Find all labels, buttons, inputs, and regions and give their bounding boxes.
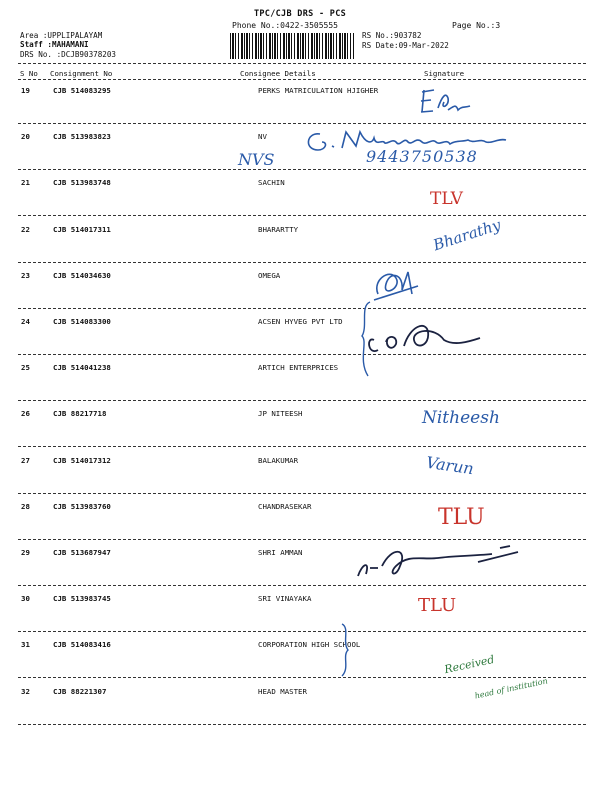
row-divider xyxy=(18,308,586,309)
row-divider xyxy=(18,262,586,263)
row-sno: 20 xyxy=(21,132,30,142)
row-divider xyxy=(18,446,586,447)
rs-number: RS No.:903782 xyxy=(362,31,422,40)
handwriting-tlv-21: TLV xyxy=(430,189,463,209)
column-header-sno: S No xyxy=(20,69,38,78)
row-divider xyxy=(18,585,586,586)
row-consignee: CHANDRASEKAR xyxy=(258,501,312,511)
signature-row-24 xyxy=(364,316,484,360)
signature-row-29 xyxy=(352,540,522,584)
row-consignee: JP NITEESH xyxy=(258,409,303,419)
row-sno: 21 xyxy=(21,178,30,188)
row-consignment-no: CJB 514083416 xyxy=(53,640,111,650)
handwriting-tlv-30: TLU xyxy=(418,595,457,616)
row-consignment-no: CJB 514083295 xyxy=(53,86,111,95)
staff-label: Staff : xyxy=(20,40,53,49)
row-consignment-no: CJB 514041238 xyxy=(53,363,111,373)
table-row xyxy=(0,317,600,363)
row-consignment-no: CJB 513983760 xyxy=(53,501,111,511)
row-divider xyxy=(18,354,586,355)
table-row xyxy=(0,271,600,317)
row-sno: 29 xyxy=(21,548,30,557)
row-sno: 24 xyxy=(21,317,30,326)
document-title: TPC/CJB DRS - PCS xyxy=(253,9,347,19)
area-field: Area :UPPLIPALAYAM xyxy=(20,31,103,40)
row-divider xyxy=(18,631,586,632)
row-sno: 28 xyxy=(21,501,30,511)
barcode xyxy=(230,33,354,59)
handwriting-received: Received xyxy=(443,652,496,677)
row-sno: 27 xyxy=(21,455,30,465)
row-consignee: NV xyxy=(258,132,267,142)
row-consignment-no: CJB 88217718 xyxy=(53,409,107,419)
handwriting-nitheesh: Nitheesh xyxy=(422,408,500,428)
row-divider xyxy=(18,677,586,678)
row-sno: 30 xyxy=(21,594,30,604)
page-number: Page No.:3 xyxy=(452,21,501,30)
handwriting-received-by: head of institution xyxy=(473,676,549,701)
staff-field xyxy=(20,40,89,49)
column-header-consignee: Consignee Details xyxy=(240,69,316,78)
drs-number: DRS No. :DCJB90378203 xyxy=(20,50,117,59)
table-row xyxy=(0,409,600,455)
row-consignee: SRI VINAYAKA xyxy=(258,594,312,604)
handwriting-nvs: NVS xyxy=(238,150,275,169)
row-sno: 32 xyxy=(21,686,30,696)
row-consignment-no: CJB 514034630 xyxy=(53,270,111,280)
row-consignee: ARTICH ENTERPRICES xyxy=(258,363,339,373)
handwriting-bharathy: Bharathy xyxy=(430,215,503,255)
row-consignment-no: CJB 513687947 xyxy=(53,548,111,557)
row-consignee: BALAKUMAR xyxy=(258,455,299,465)
header-divider-top xyxy=(18,63,586,64)
row-divider xyxy=(18,169,586,170)
table-row xyxy=(0,640,600,686)
row-consignment-no: CJB 88221307 xyxy=(53,686,107,696)
signature-row-19 xyxy=(418,86,478,118)
row-sno: 26 xyxy=(21,409,30,419)
rs-date: RS Date:09-Mar-2022 xyxy=(362,41,449,50)
row-sno: 19 xyxy=(21,86,30,95)
table-row xyxy=(0,225,600,271)
row-consignee: OMEGA xyxy=(258,270,281,280)
row-consignment-no: CJB 513983823 xyxy=(53,132,111,142)
row-consignment-no: CJB 514017311 xyxy=(53,224,111,234)
table-row xyxy=(0,456,600,502)
column-header-signature: Signature xyxy=(424,69,465,78)
row-consignee: HEAD MASTER xyxy=(258,686,307,696)
row-sno: 22 xyxy=(21,224,30,234)
row-consignment-no: CJB 514083300 xyxy=(53,317,111,326)
table-row xyxy=(0,687,600,733)
row-divider xyxy=(18,215,586,216)
handwriting-varun: Varun xyxy=(424,452,475,479)
handwriting-phone: 9443750538 xyxy=(366,147,478,166)
row-consignment-no: CJB 513983748 xyxy=(53,178,111,188)
phone-number: Phone No.:0422-3505555 xyxy=(232,21,338,30)
row-consignee: BHARARTTY xyxy=(258,224,299,234)
handwriting-tlv-28: TLU xyxy=(438,505,485,530)
row-divider xyxy=(18,400,586,401)
brace-rows-31-32 xyxy=(336,622,356,678)
row-divider xyxy=(18,493,586,494)
row-consignment-no: CJB 514017312 xyxy=(53,455,111,465)
row-consignee: CORPORATION HIGH SCHOOL xyxy=(258,640,361,650)
staff-name: MAHAMANI xyxy=(52,40,89,49)
row-sno: 31 xyxy=(21,640,30,650)
header-divider-bottom xyxy=(18,79,586,80)
row-divider xyxy=(18,724,586,725)
table-row xyxy=(0,594,600,640)
table-row xyxy=(0,178,600,224)
table-row xyxy=(0,363,600,409)
row-sno: 23 xyxy=(21,270,30,280)
row-consignee: PERKS MATRICULATION HJIGHER xyxy=(258,86,379,95)
row-consignee: SHRI AMMAN xyxy=(258,548,303,557)
row-consignee: SACHIN xyxy=(258,178,285,188)
row-consignment-no: CJB 513983745 xyxy=(53,594,111,604)
signature-row-23 xyxy=(368,264,428,304)
column-header-consignment: Consignment No xyxy=(50,69,113,78)
row-divider xyxy=(18,123,586,124)
row-sno: 25 xyxy=(21,363,30,373)
row-consignee: ACSEN HYVEG PVT LTD xyxy=(258,317,343,326)
table-row xyxy=(0,86,600,132)
